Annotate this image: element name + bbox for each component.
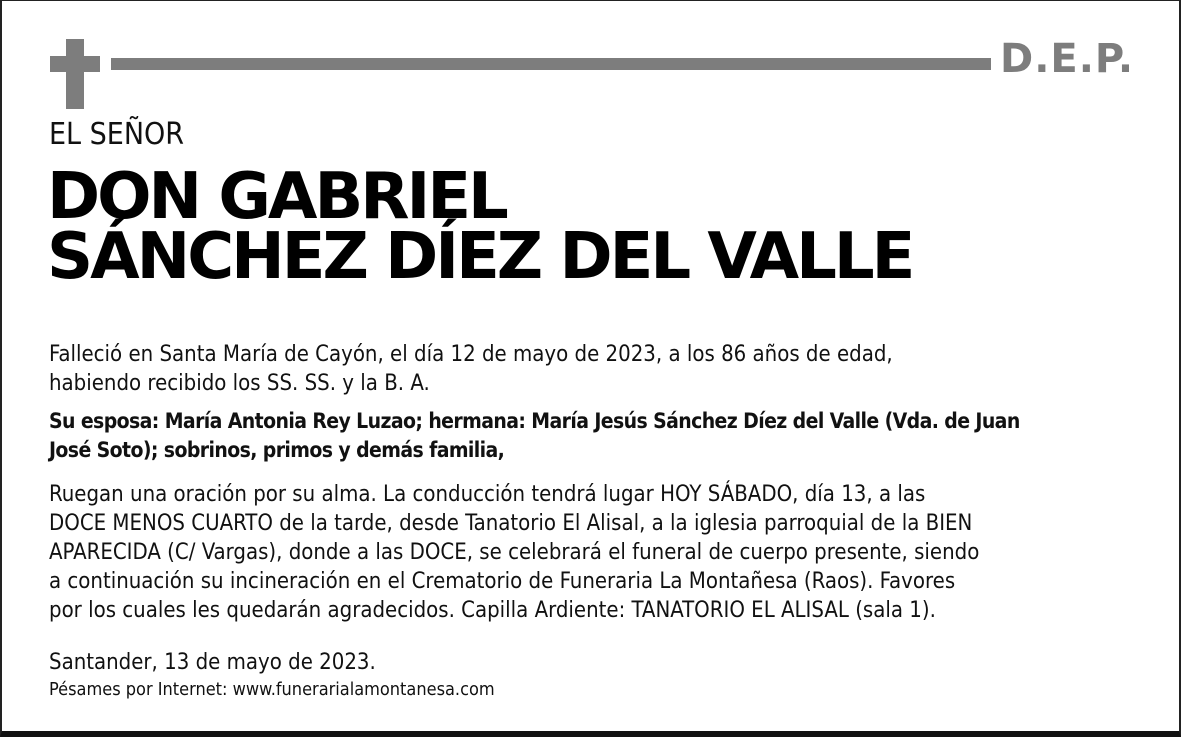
family-line-2: José Soto); sobrinos, primos y demás familia, <box>49 438 505 462</box>
honorific-title: EL SEÑOR <box>49 117 185 152</box>
condolences-line: Pésames por Internet: www.funerarialamontanesa.com <box>49 679 495 700</box>
death-line-1: Falleció en Santa María de Cayón, el día 12 de mayo de 2023, a los 86 años de edad, <box>49 342 893 367</box>
service-paragraph <box>49 480 1139 625</box>
service-line-4: a continuación su incineración en el Crematorio de Funeraria La Montañesa (Raos). Favores <box>49 569 956 594</box>
service-line-3: APARECIDA (C/ Vargas), donde a las DOCE, se celebrará el funeral de cuerpo presente, siendo <box>49 540 980 565</box>
service-line-5: por los cuales les quedarán agradecidos. Capilla Ardiente: TANATORIO EL ALISAL (sala 1). <box>49 598 936 623</box>
deceased-name <box>47 160 913 294</box>
place-date: Santander, 13 de mayo de 2023. <box>49 650 376 675</box>
dep-label: D.E.P. <box>1000 36 1135 82</box>
family-line-1: Su esposa: María Antonia Rey Luzao; hermana: María Jesús Sánchez Díez del Valle (Vda. de Juan <box>49 409 1020 433</box>
service-line-1: Ruegan una oración por su alma. La conducción tendrá lugar HOY SÁBADO, día 13, a las <box>49 482 926 507</box>
family-paragraph <box>49 407 1139 465</box>
cross-icon <box>66 39 84 109</box>
cross-icon-arm <box>50 56 100 72</box>
header-rule <box>111 58 991 70</box>
service-line-2: DOCE MENOS CUARTO de la tarde, desde Tanatorio El Alisal, a la iglesia parroquial de la BIEN <box>49 511 973 536</box>
death-paragraph <box>49 340 1139 398</box>
death-line-2: habiendo recibido los SS. SS. y la B. A. <box>49 371 430 396</box>
name-line-1: DON GABRIEL <box>47 160 506 234</box>
name-line-2: SÁNCHEZ DÍEZ DEL VALLE <box>47 220 913 294</box>
